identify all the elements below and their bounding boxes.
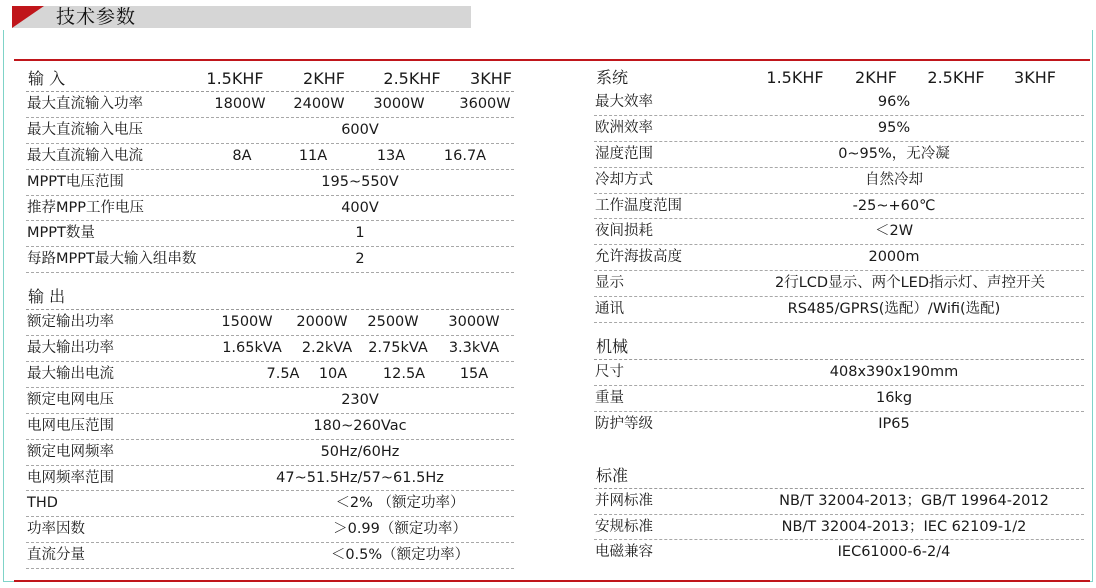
- spec-value: 3600W: [459, 96, 511, 112]
- spec-row: [26, 170, 514, 196]
- spec-row: [26, 388, 514, 414]
- title-marker-icon: [12, 6, 44, 28]
- spec-value: 15A: [459, 366, 489, 383]
- spec-label: 尺寸: [595, 364, 624, 381]
- spec-value: 47~51.5Hz/57~61.5Hz: [276, 469, 444, 486]
- input-section-title: 输 入: [28, 69, 66, 88]
- spec-value: 3000W: [448, 314, 500, 331]
- spec-row: [594, 297, 1084, 323]
- spec-label: 最大效率: [595, 94, 653, 110]
- spec-row: [26, 247, 514, 273]
- model-header-4: 3KHF: [1014, 68, 1056, 87]
- spec-value: 180~260Vac: [313, 417, 407, 434]
- spec-label: 推荐MPP工作电压: [27, 199, 144, 216]
- model-header-3: 2.5KHF: [383, 69, 441, 88]
- spec-value: 12.5A: [382, 366, 426, 383]
- spec-row: [26, 466, 514, 492]
- spec-label: 通讯: [595, 301, 624, 318]
- spec-value: 自然冷却: [865, 171, 923, 188]
- mechanical-section-title: 机械: [594, 335, 1084, 360]
- spec-label: 功率因数: [27, 521, 85, 538]
- spec-value: 95%: [877, 119, 911, 136]
- spec-label: 最大直流输入功率: [27, 96, 143, 112]
- spec-value: 600V: [341, 121, 379, 138]
- spec-row: [594, 194, 1084, 220]
- frame-right-border: [1092, 30, 1093, 582]
- spec-value: 50Hz/60Hz: [320, 443, 400, 460]
- spec-value: 408x390x190mm: [829, 364, 959, 381]
- spec-row: [594, 515, 1084, 541]
- page-title: 技术参数: [56, 6, 137, 28]
- spec-label: 每路MPPT最大输入组串数: [27, 251, 197, 268]
- output-section-title: 输 出: [26, 285, 514, 310]
- section-gap: [594, 437, 1084, 464]
- spec-value: 13A: [376, 147, 406, 164]
- spec-value: 400V: [341, 199, 379, 216]
- spec-label: 额定电网频率: [27, 443, 114, 460]
- spec-value: ＞0.99（额定功率）: [333, 521, 467, 538]
- spec-row: [26, 196, 514, 222]
- spec-label: 显示: [595, 275, 624, 292]
- spec-row: [594, 412, 1084, 437]
- spec-label: 防护等级: [595, 415, 653, 432]
- spec-value: IEC61000-6-2/4: [837, 544, 951, 561]
- spec-value: 2400W: [293, 96, 345, 112]
- spec-row: [26, 310, 514, 336]
- spec-label: 电网频率范围: [27, 469, 114, 486]
- spec-value: ＜2W: [874, 223, 914, 240]
- spec-label: 电磁兼容: [595, 544, 653, 561]
- spec-row: [594, 142, 1084, 168]
- spec-value: IP65: [878, 415, 910, 432]
- bottom-divider: [14, 580, 1090, 582]
- spec-row: [26, 336, 514, 362]
- spec-row: [26, 440, 514, 466]
- spec-row: [594, 168, 1084, 194]
- section-gap: [26, 273, 514, 285]
- spec-value: 2000m: [868, 249, 920, 266]
- spec-value: 2000W: [296, 314, 348, 331]
- spec-value: 2行LCD显示、两个LED指示灯、声控开关: [775, 275, 1045, 292]
- spec-value: 16.7A: [443, 147, 487, 164]
- spec-value: RS485/GPRS(选配）/Wifi(选配): [787, 301, 1001, 318]
- spec-label: 直流分量: [27, 547, 85, 564]
- spec-value: 1: [355, 225, 365, 242]
- spec-label: 安规标准: [595, 518, 653, 535]
- spec-label: MPPT数量: [27, 225, 95, 242]
- spec-row: [594, 245, 1084, 271]
- spec-value: 2.75kVA: [368, 340, 428, 357]
- spec-label: 工作温度范围: [595, 197, 682, 214]
- model-header-2: 2KHF: [855, 68, 897, 87]
- spec-value: NB/T 32004-2013；IEC 62109-1/2: [781, 518, 1027, 535]
- spec-row: [594, 219, 1084, 245]
- standard-section-title: 标准: [594, 464, 1084, 489]
- spec-row: [594, 271, 1084, 297]
- right-spec-panel: [594, 66, 1084, 565]
- spec-row: [594, 386, 1084, 412]
- spec-value: 230V: [341, 391, 379, 408]
- model-header-1: 1.5KHF: [206, 69, 264, 88]
- spec-row: [26, 491, 514, 517]
- model-header-3: 2.5KHF: [927, 68, 985, 87]
- spec-row: [594, 90, 1084, 116]
- spec-label: 最大输出功率: [27, 340, 114, 357]
- spec-label: 最大直流输入电流: [27, 147, 143, 164]
- spec-value: 8A: [232, 147, 252, 164]
- spec-label: 湿度范围: [595, 145, 653, 162]
- spec-value: 7.5A: [266, 366, 300, 383]
- input-section-header: [26, 66, 514, 92]
- spec-label: 最大输出电流: [27, 366, 114, 383]
- spec-value: 2.2kVA: [301, 340, 353, 357]
- model-header-1: 1.5KHF: [766, 68, 824, 87]
- spec-label: 允许海拔高度: [595, 249, 682, 266]
- spec-value: 96%: [877, 94, 911, 110]
- spec-row: [26, 221, 514, 247]
- spec-label: 并网标准: [595, 492, 653, 509]
- spec-row: [594, 540, 1084, 565]
- spec-value: NB/T 32004-2013；GB/T 19964-2012: [779, 492, 1049, 509]
- spec-label: 冷却方式: [595, 171, 653, 188]
- spec-row: [26, 362, 514, 388]
- section-gap: [594, 323, 1084, 335]
- spec-value: 10A: [318, 366, 348, 383]
- spec-row: [26, 517, 514, 543]
- spec-label: 欧洲效率: [595, 119, 653, 136]
- frame-left-border: [3, 30, 4, 582]
- spec-label: 最大直流输入电压: [27, 121, 143, 138]
- spec-row: [594, 116, 1084, 142]
- spec-value: 11A: [298, 147, 328, 164]
- spec-value: 1500W: [221, 314, 273, 331]
- spec-value: 3.3kVA: [448, 340, 500, 357]
- spec-value: ＜2% （额定功率）: [335, 495, 465, 512]
- spec-value: 16kg: [875, 389, 913, 406]
- top-divider: [14, 59, 1090, 61]
- spec-value: 1800W: [214, 96, 266, 112]
- model-header-4: 3KHF: [470, 69, 512, 88]
- spec-row: [594, 489, 1084, 515]
- spec-row: [594, 360, 1084, 386]
- spec-value: 1.65kVA: [222, 340, 282, 357]
- spec-label: 额定输出功率: [27, 314, 114, 331]
- spec-value: 0~95%，无冷凝: [838, 145, 950, 162]
- spec-row: [26, 144, 514, 170]
- spec-label: 电网电压范围: [27, 417, 114, 434]
- spec-row: [26, 543, 514, 569]
- spec-label: MPPT电压范围: [27, 173, 124, 190]
- spec-value: 2500W: [367, 314, 419, 331]
- spec-label: 额定电网电压: [27, 391, 114, 408]
- left-spec-panel: [26, 66, 514, 569]
- system-section-title: 系统: [596, 68, 629, 87]
- spec-label: 重量: [595, 389, 624, 406]
- spec-value: ＜0.5%（额定功率）: [330, 547, 470, 564]
- spec-value: 2: [355, 251, 365, 268]
- spec-value: 3000W: [373, 96, 425, 112]
- spec-value: -25~+60℃: [852, 197, 936, 214]
- spec-row: [26, 118, 514, 144]
- spec-row: [26, 414, 514, 440]
- spec-value: 195~550V: [321, 173, 399, 190]
- model-header-2: 2KHF: [303, 69, 345, 88]
- spec-row: [26, 92, 514, 118]
- spec-label: 夜间损耗: [595, 223, 653, 240]
- spec-label: THD: [27, 495, 58, 512]
- system-section-header: [594, 66, 1084, 90]
